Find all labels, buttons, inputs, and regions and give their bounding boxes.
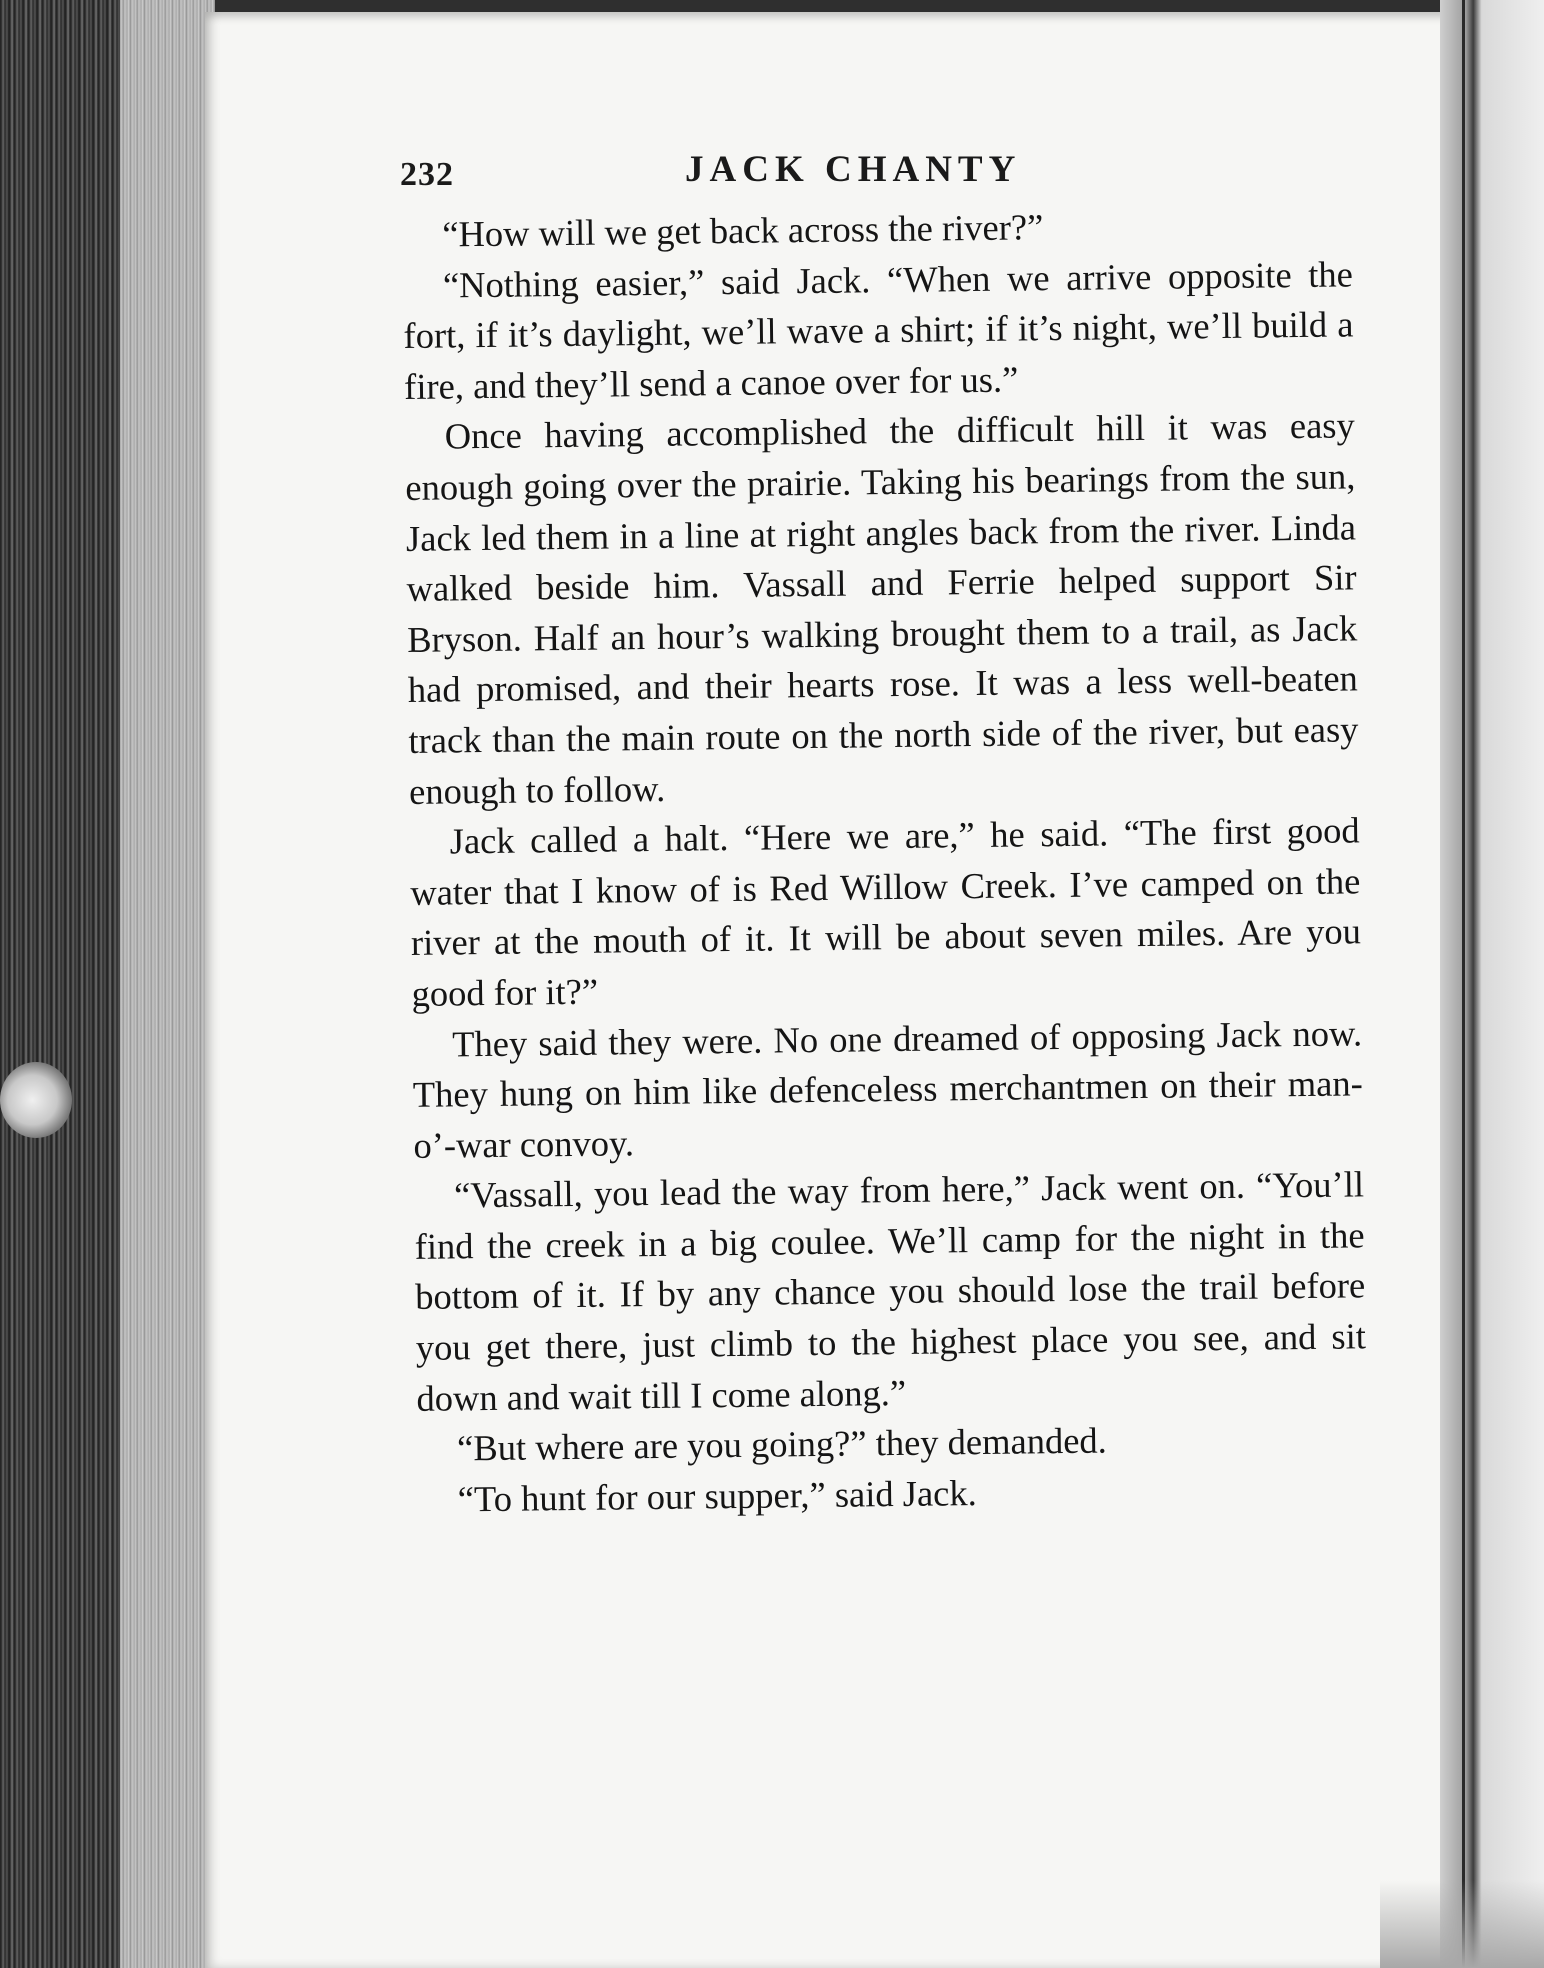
paragraph: “To hunt for our supper,” said Jack. bbox=[457, 1471, 977, 1520]
page-number: 232 bbox=[400, 156, 454, 193]
running-head bbox=[400, 148, 1360, 194]
book-gutter bbox=[1440, 0, 1544, 1968]
paragraph: Jack called a halt. “Here we are,” he said. “The first good water that I know of is Red Willow Creek. I’ve camped on the river at the mouth of it. It will be about seven miles. Are you good for it?” bbox=[410, 809, 1362, 1014]
binding-hole bbox=[0, 1062, 72, 1138]
body-text bbox=[402, 198, 1368, 1525]
page-corner-shadow bbox=[1380, 1880, 1544, 1968]
page-edges bbox=[0, 0, 215, 1968]
paragraph: “Nothing easier,” said Jack. “When we arrive opposite the fort, if it’s daylight, we’ll wave a shirt; if it’s night, we’ll build a fire, and they’ll send a canoe over for us.” bbox=[403, 252, 1354, 407]
paragraph: “Vassall, you lead the way from here,” Jack went on. “You’ll find the creek in a big coulee. We’ll camp for the night in the bottom of it. If by any chance you should lose the trail before you get there, just climb to the highest place you see, and sit down and wait till I come along.” bbox=[414, 1163, 1367, 1419]
gutter-line bbox=[1462, 0, 1465, 1968]
paragraph: They said they were. No one dreamed of opposing Jack now. They hung on him like defenceless merchantmen on their man-o’-war convoy. bbox=[412, 1011, 1363, 1166]
book-title: JACK CHANTY bbox=[685, 149, 1022, 190]
page-edges-highlight bbox=[120, 0, 215, 1968]
paragraph: “How will we get back across the river?” bbox=[442, 206, 1044, 255]
paragraph: Once having accomplished the difficult hill it was easy enough going over the prairie. Taking his bearings from the sun, Jack led them in a line at right angles back from the river. Linda walked beside him. Vassall and Ferrie helped support Sir Bryson. Half an hour’s walking brought them to a trail, as Jack had promised, and their hearts rose. It was a less well-beaten track than the main route on the north side of the river, but easy enough to follow. bbox=[405, 404, 1359, 812]
paragraph: “But where are you going?” they demanded. bbox=[456, 1419, 1108, 1469]
